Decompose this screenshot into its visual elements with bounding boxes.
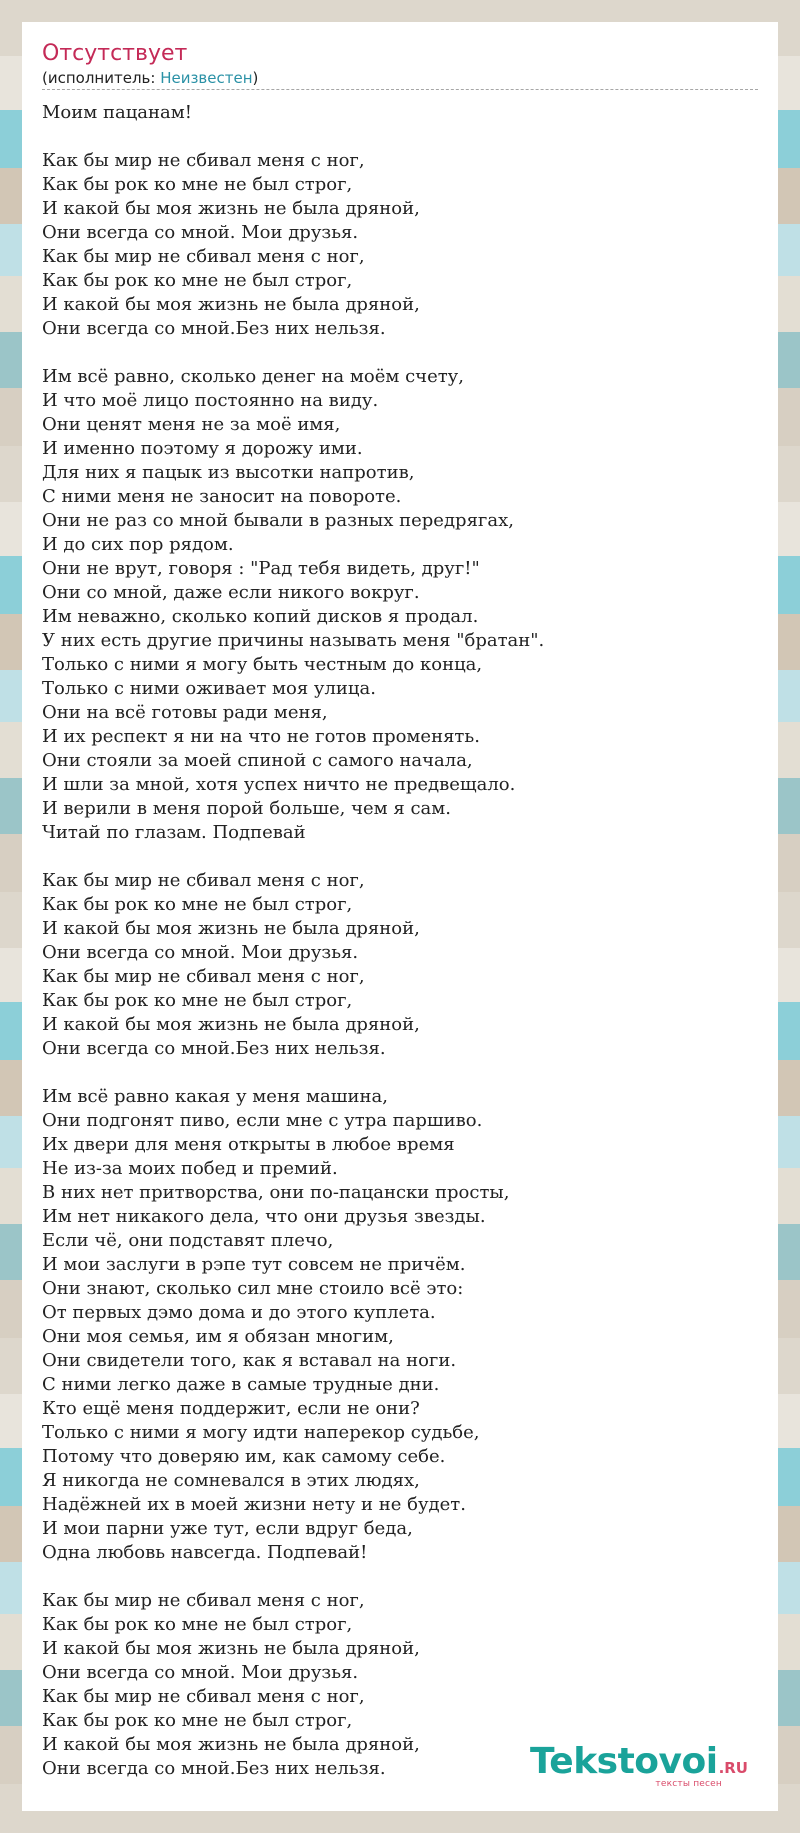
lyrics-line: У них есть другие причины называть меня "братан". bbox=[42, 630, 545, 651]
lyrics-line: Как бы рок ко мне не был строг, bbox=[42, 1710, 353, 1731]
lyrics-line: И какой бы моя жизнь не была дряной, bbox=[42, 294, 420, 315]
artist-prefix: (исполнитель: bbox=[42, 69, 161, 87]
lyrics-line: Они моя семья, им я обязан многим, bbox=[42, 1326, 394, 1347]
lyrics-line: Они всегда со мной.Без них нельзя. bbox=[42, 1758, 386, 1779]
lyrics-line: И какой бы моя жизнь не была дряной, bbox=[42, 1638, 420, 1659]
lyrics-line: Они знают, сколько сил мне стоило всё это: bbox=[42, 1278, 464, 1299]
lyrics-line: Они подгонят пиво, если мне с утра паршиво. bbox=[42, 1110, 483, 1131]
artist-suffix: ) bbox=[252, 69, 259, 87]
lyrics-line: Как бы мир не сбивал меня с ног, bbox=[42, 870, 365, 891]
lyrics-line: Они всегда со мной. Мои друзья. bbox=[42, 1662, 359, 1683]
lyrics-line: И что моё лицо постоянно на виду. bbox=[42, 390, 379, 411]
lyrics-line: Кто ещё меня поддержит, если не они? bbox=[42, 1398, 420, 1419]
lyrics-line: Моим пацанам! bbox=[42, 102, 192, 123]
lyrics-line: Они со мной, даже если никого вокруг. bbox=[42, 582, 420, 603]
lyrics-line: Как бы мир не сбивал меня с ног, bbox=[42, 150, 365, 171]
lyrics-line: Им всё равно, сколько денег на моём счету, bbox=[42, 366, 464, 387]
lyrics-line bbox=[42, 845, 758, 869]
lyrics-line: Одна любовь навсегда. Подпевай! bbox=[42, 1542, 368, 1563]
lyrics-line: Они всегда со мной.Без них нельзя. bbox=[42, 318, 386, 339]
lyrics-line: И какой бы моя жизнь не была дряной, bbox=[42, 1014, 420, 1035]
lyrics-line: Они стояли за моей спиной с самого начала, bbox=[42, 750, 473, 771]
lyrics-line: С ними меня не заносит на повороте. bbox=[42, 486, 402, 507]
site-logo[interactable] bbox=[530, 1741, 748, 1789]
lyrics-line: Я никогда не сомневался в этих людях, bbox=[42, 1470, 420, 1491]
lyrics-line: И мои заслуги в рэпе тут совсем не причём. bbox=[42, 1254, 466, 1275]
song-title: Отсутствует bbox=[42, 41, 188, 66]
lyrics-line: Не из-за моих побед и премий. bbox=[42, 1158, 338, 1179]
lyrics-line: Они ценят меня не за моё имя, bbox=[42, 414, 341, 435]
lyrics-line bbox=[42, 125, 758, 149]
lyrics-line: Как бы мир не сбивал меня с ног, bbox=[42, 966, 365, 987]
lyrics-line: Им неважно, сколько копий дисков я продал. bbox=[42, 606, 479, 627]
lyrics-line: И шли за мной, хотя успех ничто не предвещало. bbox=[42, 774, 516, 795]
lyrics-line: Только с ними я могу идти наперекор судьбе, bbox=[42, 1422, 480, 1443]
lyrics-line: Как бы рок ко мне не был строг, bbox=[42, 990, 353, 1011]
logo-tld: .RU bbox=[718, 1759, 748, 1777]
page-card bbox=[22, 22, 778, 1811]
lyrics-line bbox=[42, 1061, 758, 1085]
logo-tagline: тексты песен bbox=[655, 1779, 722, 1789]
lyrics-line: Как бы рок ко мне не был строг, bbox=[42, 894, 353, 915]
lyrics-line: Они на всё готовы ради меня, bbox=[42, 702, 328, 723]
lyrics-line: Как бы мир не сбивал меня с ног, bbox=[42, 246, 365, 267]
lyrics-line: С ними легко даже в самые трудные дни. bbox=[42, 1374, 440, 1395]
lyrics-line: Как бы мир не сбивал меня с ног, bbox=[42, 1590, 365, 1611]
lyrics-line: Для них я пацык из высотки напротив, bbox=[42, 462, 415, 483]
lyrics-line: И до сих пор рядом. bbox=[42, 534, 234, 555]
lyrics-line bbox=[42, 341, 758, 365]
lyrics-line: Читай по глазам. Подпевай bbox=[42, 822, 306, 843]
lyrics-line: Как бы мир не сбивал меня с ног, bbox=[42, 1686, 365, 1707]
artist-line bbox=[42, 69, 758, 90]
lyrics-line: И их респект я ни на что не готов променять. bbox=[42, 726, 480, 747]
lyrics-line: И какой бы моя жизнь не была дряной, bbox=[42, 918, 420, 939]
lyrics-line: Их двери для меня открыты в любое время bbox=[42, 1134, 455, 1155]
lyrics-line: Они всегда со мной. Мои друзья. bbox=[42, 222, 359, 243]
lyrics-block bbox=[42, 101, 758, 1781]
lyrics-line: И именно поэтому я дорожу ими. bbox=[42, 438, 363, 459]
lyrics-line: Как бы рок ко мне не был строг, bbox=[42, 270, 353, 291]
lyrics-line: И какой бы моя жизнь не была дряной, bbox=[42, 198, 420, 219]
lyrics-line: Они не раз со мной бывали в разных передрягах, bbox=[42, 510, 514, 531]
artist-link[interactable]: Неизвестен bbox=[160, 69, 253, 87]
lyrics-line: Они не врут, говоря : "Рад тебя видеть, друг!" bbox=[42, 558, 480, 579]
lyrics-line: Надёжней их в моей жизни нету и не будет. bbox=[42, 1494, 466, 1515]
lyrics-line: Как бы рок ко мне не был строг, bbox=[42, 174, 353, 195]
lyrics-line: И какой бы моя жизнь не была дряной, bbox=[42, 1734, 420, 1755]
lyrics-line: Потому что доверяю им, как самому себе. bbox=[42, 1446, 446, 1467]
lyrics-line: От первых дэмо дома и до этого куплета. bbox=[42, 1302, 436, 1323]
lyrics-line: Они свидетели того, как я вставал на ноги. bbox=[42, 1350, 457, 1371]
lyrics-line: Они всегда со мной.Без них нельзя. bbox=[42, 1038, 386, 1059]
lyrics-line bbox=[42, 1565, 758, 1589]
lyrics-line: И верили в меня порой больше, чем я сам. bbox=[42, 798, 451, 819]
lyrics-line: Только с ними оживает моя улица. bbox=[42, 678, 376, 699]
lyrics-line: Им всё равно какая у меня машина, bbox=[42, 1086, 388, 1107]
lyrics-line: Как бы рок ко мне не был строг, bbox=[42, 1614, 353, 1635]
lyrics-line: Им нет никакого дела, что они друзья звезды. bbox=[42, 1206, 486, 1227]
lyrics-line: И мои парни уже тут, если вдруг беда, bbox=[42, 1518, 413, 1539]
lyrics-line: Они всегда со мной. Мои друзья. bbox=[42, 942, 359, 963]
lyrics-line: Если чё, они подставят плечо, bbox=[42, 1230, 334, 1251]
lyrics-line: В них нет притворства, они по-пацански просты, bbox=[42, 1182, 510, 1203]
lyrics-line: Только с ними я могу быть честным до конца, bbox=[42, 654, 483, 675]
logo-name: Tekstovoi bbox=[530, 1741, 718, 1782]
